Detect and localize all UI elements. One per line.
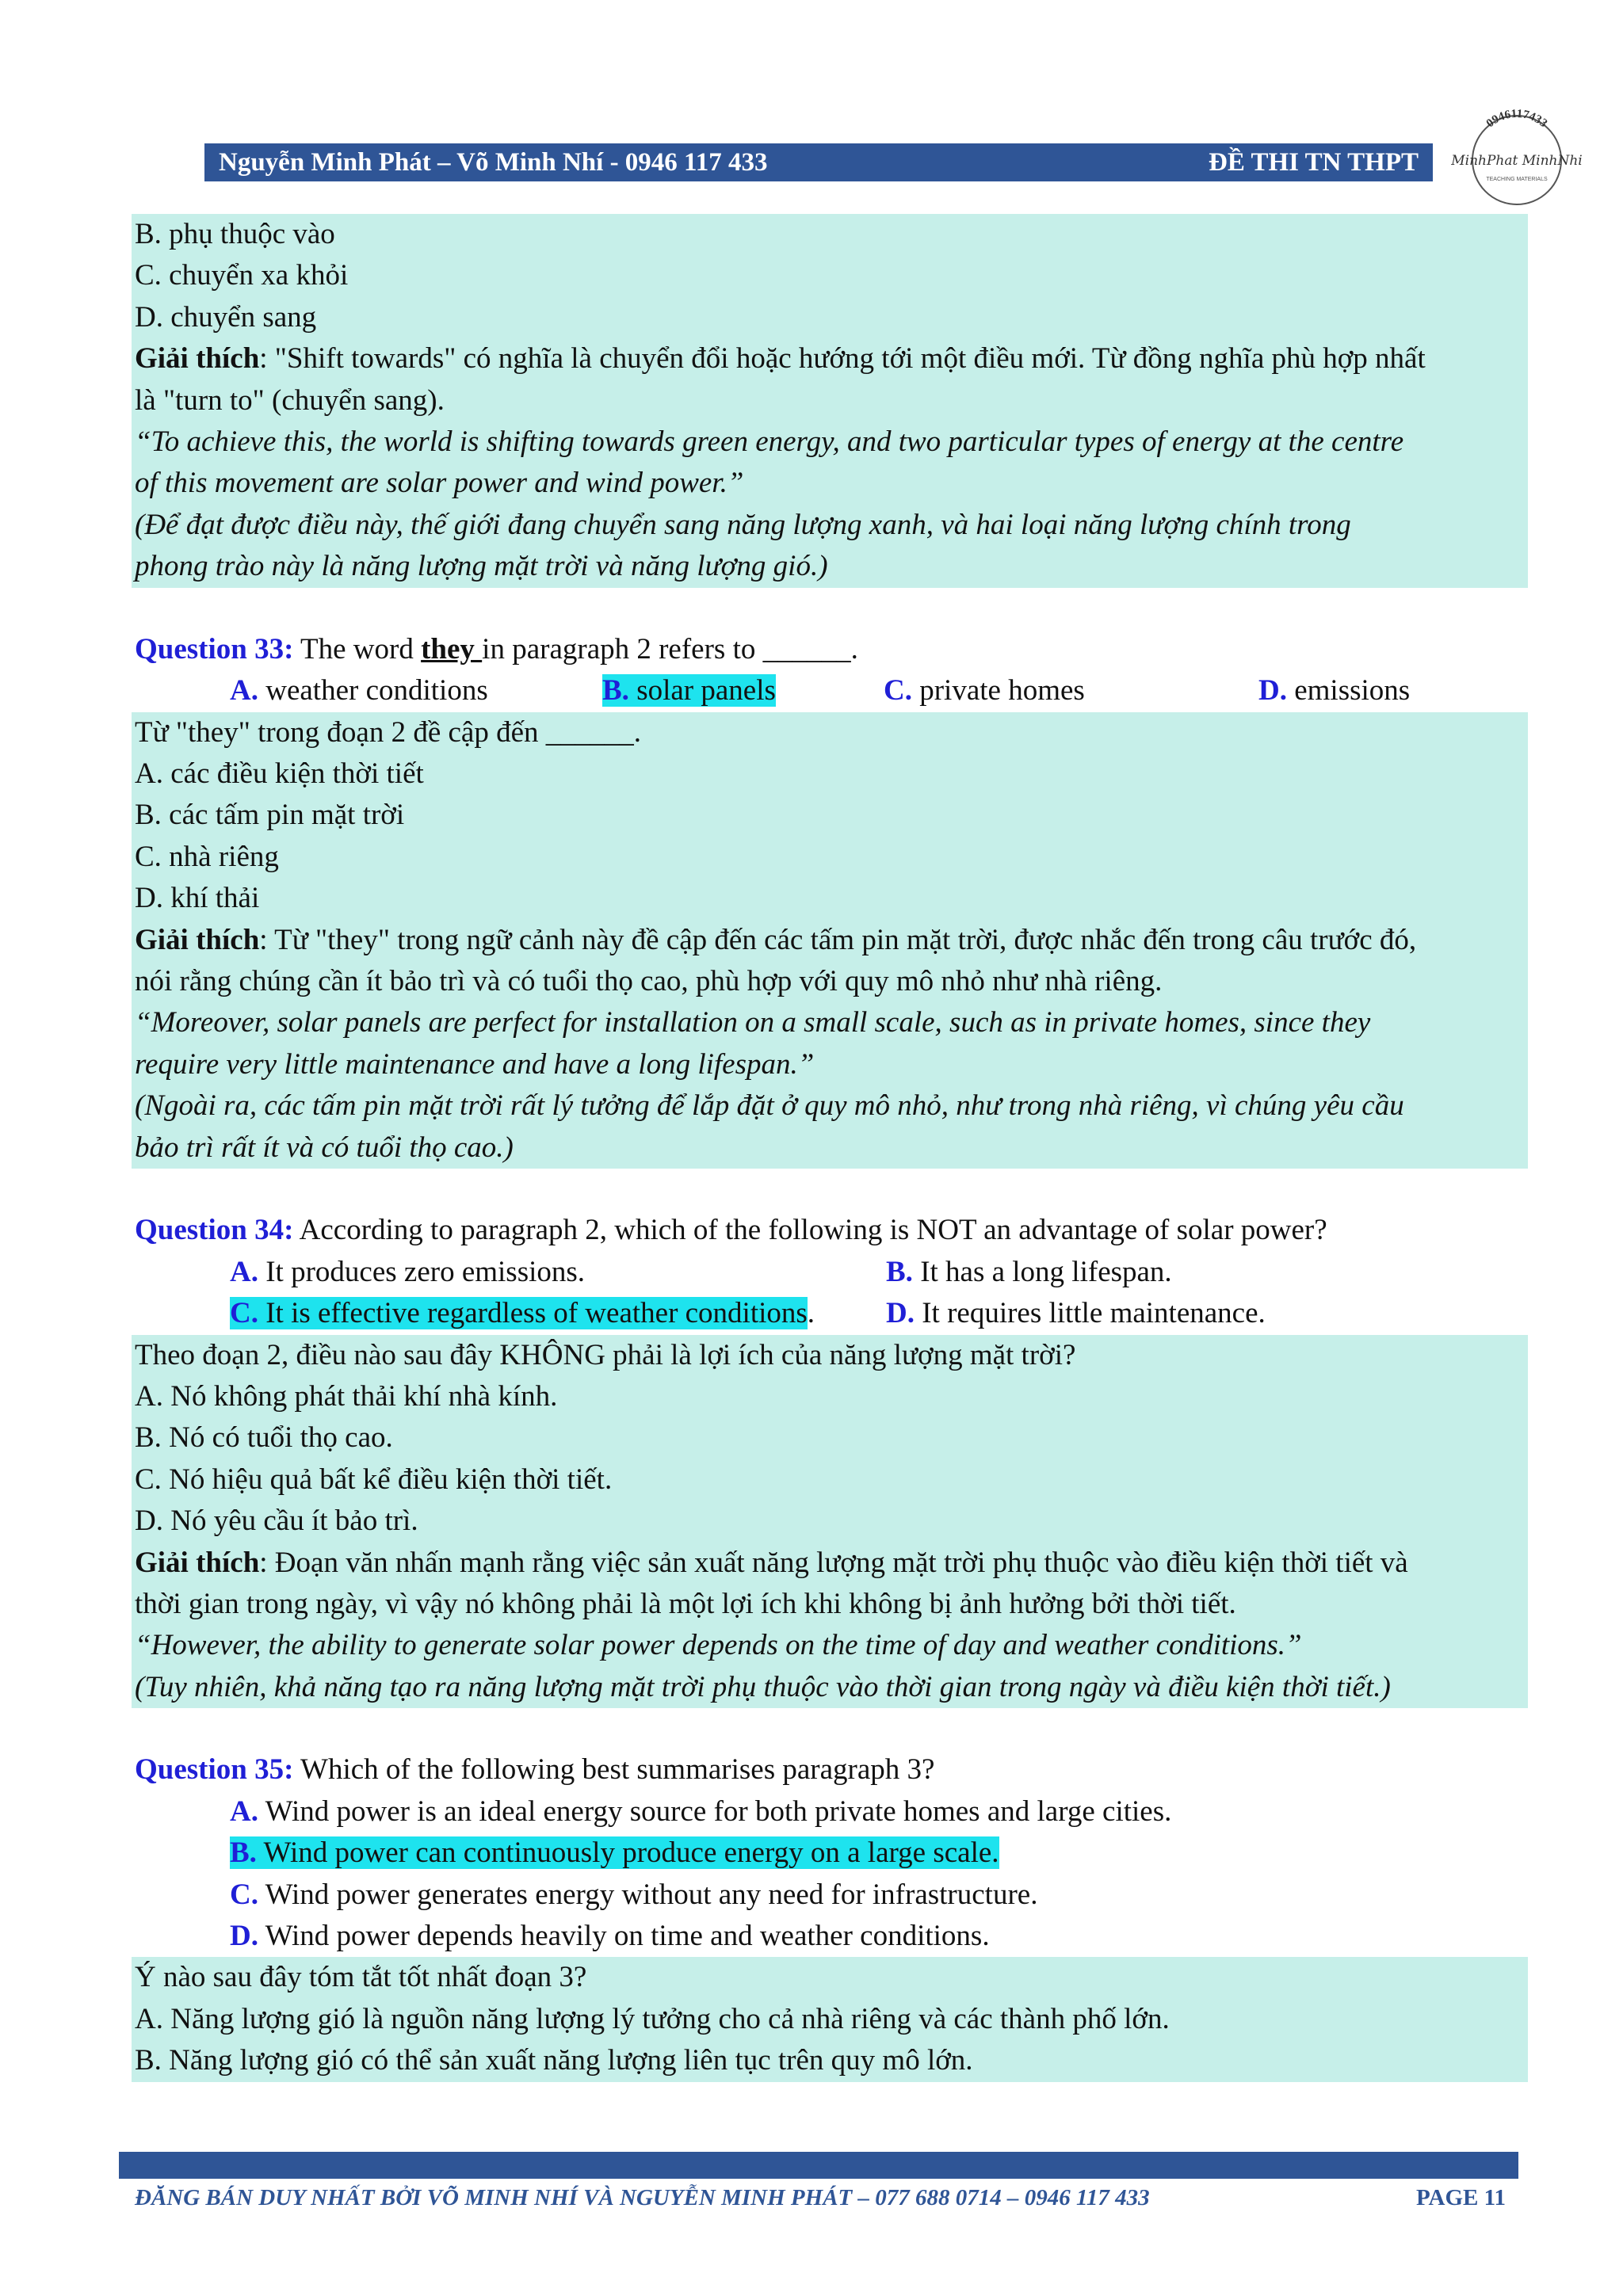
q33-translation-line-1: (Ngoài ra, các tấm pin mặt trời rất lý tưởng để lắp đặt ở quy mô nhỏ, như trong nhà riêng, vì chúng yêu cầu	[132, 1085, 1528, 1127]
q32-quote-line-1: “To achieve this, the world is shifting towards green energy, and two particular types of energy at the centre	[132, 421, 1528, 463]
q35-question: Question 35: Which of the following best summarises paragraph 3?	[135, 1753, 935, 1787]
q33-option-a[interactable]: A. weather conditions	[230, 674, 488, 707]
q35-option-a[interactable]: A. Wind power is an ideal energy source for both private homes and large cities.	[230, 1794, 1172, 1828]
q33-quote-line-1: “Moreover, solar panels are perfect for installation on a small scale, such as in private homes, since they	[132, 1002, 1528, 1043]
q32-translation-line-2: phong trào này là năng lượng mặt trời và năng lượng gió.)	[132, 546, 1528, 587]
footer-bar	[119, 2152, 1518, 2179]
footer-copyright: ĐĂNG BÁN DUY NHẤT BỞI VÕ MINH NHÍ VÀ NGUYỄN MINH PHÁT – 077 688 0714 – 0946 117 433	[135, 2185, 1150, 2210]
q34-option-a[interactable]: A. It produces zero emissions.	[230, 1255, 586, 1288]
q34-quote-line-1: “However, the ability to generate solar power depends on the time of day and weather conditions.”	[132, 1625, 1528, 1666]
q33-quote-line-2: require very little maintenance and have a long lifespan.”	[132, 1044, 1528, 1085]
q33-option-c[interactable]: C. private homes	[884, 674, 1085, 707]
q33-vi-option-c: C. nhà riêng	[132, 837, 1528, 878]
header-exam-title: ĐỀ THI TN THPT	[1208, 148, 1419, 177]
q33-option-d[interactable]: D. emissions	[1258, 674, 1411, 707]
q33-vi-option-a: A. các điều kiện thời tiết	[132, 753, 1528, 795]
page-content	[135, 214, 1529, 2082]
q32-explanation-line-2: là "turn to" (chuyển sang).	[132, 380, 1528, 421]
q35-vi-question: Ý nào sau đây tóm tắt tốt nhất đoạn 3?	[132, 1957, 1528, 1998]
q34-options-row-1	[135, 1252, 1529, 1293]
q33-option-b[interactable]: B. solar panels	[602, 674, 776, 707]
q34-translation-line-1: (Tuy nhiên, khả năng tạo ra năng lượng mặt trời phụ thuộc vào thời gian trong ngày và điều kiện thời tiết.)	[132, 1667, 1528, 1708]
q35-option-c[interactable]: C. Wind power generates energy without any need for infrastructure.	[230, 1878, 1038, 1911]
svg-text:0946117433	[1484, 108, 1550, 130]
q34-explanation-line-2: thời gian trong ngày, vì vậy nó không phải là một lợi ích khi không bị ảnh hưởng bởi thời tiết.	[132, 1584, 1528, 1625]
q34-option-d[interactable]: D. It requires little maintenance.	[886, 1297, 1266, 1330]
q34-vi-question: Theo đoạn 2, điều nào sau đây KHÔNG phải là lợi ích của năng lượng mặt trời?	[132, 1335, 1528, 1376]
q34-option-b[interactable]: B. It has a long lifespan.	[886, 1255, 1172, 1288]
q33-translation-line-2: bảo trì rất ít và có tuổi thọ cao.)	[132, 1127, 1528, 1169]
q34-vi-option-c: C. Nó hiệu quả bất kể điều kiện thời tiết.	[132, 1459, 1528, 1501]
q33-vi-option-d: D. khí thải	[132, 878, 1528, 919]
q34-option-c[interactable]: C. It is effective regardless of weather conditions.	[230, 1297, 815, 1330]
logo	[1450, 108, 1583, 206]
logo-phone: 0946117433	[1484, 108, 1550, 131]
q35-vi-option-a: A. Năng lượng gió là nguồn năng lượng lý tưởng cho cả nhà riêng và các thành phố lớn.	[132, 1999, 1528, 2040]
q35-option-d[interactable]: D. Wind power depends heavily on time and weather conditions.	[230, 1920, 990, 1953]
logo-tagline: TEACHING MATERIALS	[1486, 177, 1548, 182]
q34-explanation-line-1: Giải thích: Đoạn văn nhấn mạnh rằng việc sản xuất năng lượng mặt trời phụ thuộc vào điều kiện thời tiết và	[132, 1543, 1528, 1584]
logo-name: MinhPhat MinhNhi	[1451, 153, 1583, 169]
q32-quote-line-2: of this movement are solar power and wind power.”	[132, 463, 1528, 504]
q34-vi-option-a: A. Nó không phát thải khí nhà kính.	[132, 1376, 1528, 1417]
q33-explanation-line-1: Giải thích: Từ "they" trong ngữ cảnh này đề cập đến các tấm pin mặt trời, được nhắc đến trong câu trước đó,	[132, 920, 1528, 961]
q33-vi-question: Từ "they" trong đoạn 2 đề cập đến ______.	[132, 712, 1528, 753]
q34-vi-option-b: B. Nó có tuổi thọ cao.	[132, 1417, 1528, 1459]
q34-vi-option-d: D. Nó yêu cầu ít bảo trì.	[132, 1501, 1528, 1542]
q32-explanation-line-1: Giải thích: "Shift towards" có nghĩa là chuyển đổi hoặc hướng tới một điều mới. Từ đồng nghĩa phù hợp nhất	[132, 338, 1528, 379]
q32-vi-option-d: D. chuyển sang	[132, 297, 1528, 338]
header-authors: Nguyễn Minh Phát – Võ Minh Nhí - 0946 117 433	[219, 148, 768, 177]
q33-explanation-line-2: nói rằng chúng cần ít bảo trì và có tuổi thọ cao, phù hợp với quy mô nhỏ như nhà riêng.	[132, 961, 1528, 1002]
q33-options	[135, 670, 1529, 711]
q32-vi-option-b: B. phụ thuộc vào	[132, 214, 1528, 255]
q33-vi-option-b: B. các tấm pin mặt trời	[132, 795, 1528, 836]
q32-vi-option-c: C. chuyển xa khỏi	[132, 255, 1528, 296]
q34-options-row-2	[135, 1293, 1529, 1334]
q33-question: Question 33: The word they in paragraph 2 refers to ______.	[135, 632, 858, 666]
q35-option-b[interactable]: B. Wind power can continuously produce energy on a large scale.	[230, 1836, 999, 1870]
q33-keyword: they	[421, 632, 483, 666]
q32-translation-line-1: (Để đạt được điều này, thế giới đang chuyển sang năng lượng xanh, và hai loại năng lượng chính trong	[132, 505, 1528, 546]
q34-question: Question 34: According to paragraph 2, which of the following is NOT an advantage of solar power?	[135, 1214, 1327, 1247]
q35-vi-option-b: B. Năng lượng gió có thể sản xuất năng lượng liên tục trên quy mô lớn.	[132, 2040, 1528, 2081]
page-number: PAGE 11	[1415, 2185, 1506, 2210]
